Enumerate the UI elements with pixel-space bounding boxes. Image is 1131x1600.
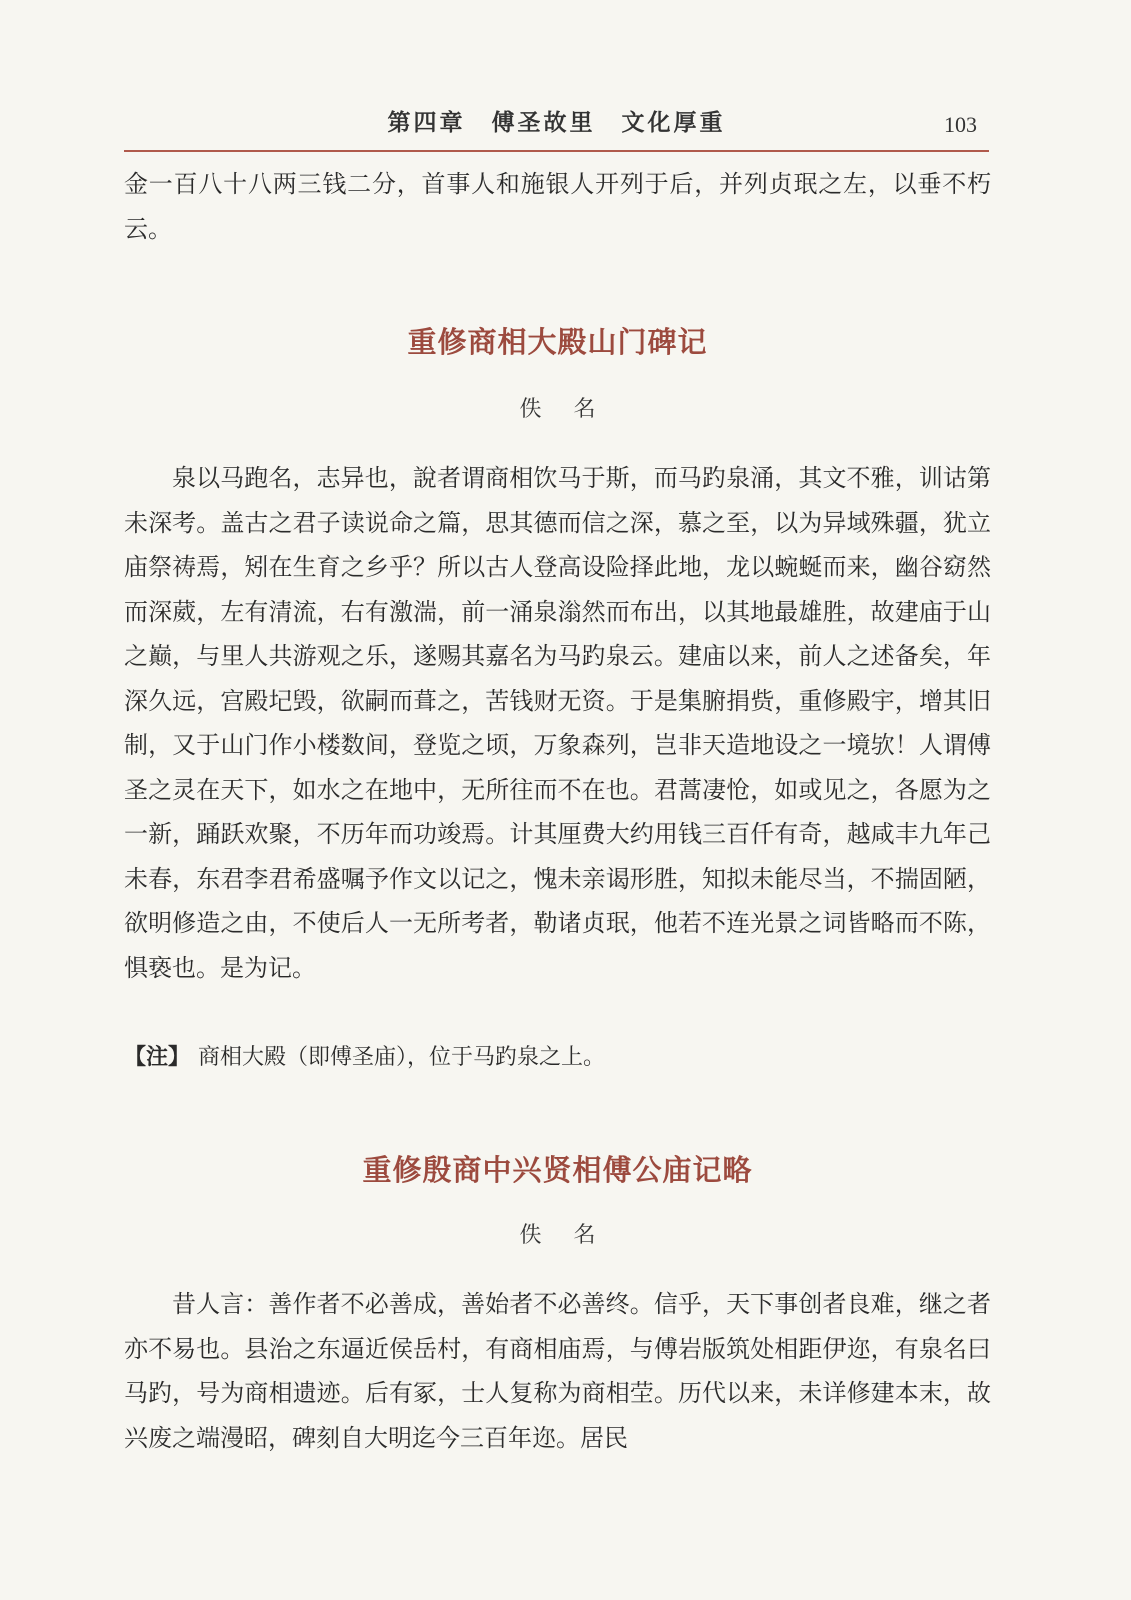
page-number: 103 [944, 112, 977, 137]
section-body-2 [124, 1282, 991, 1460]
section-title-1: 重修商相大殿山门碑记 [407, 325, 708, 359]
continuation-text [124, 162, 991, 251]
section-author-2: 佚名 [519, 1223, 628, 1248]
section-paragraph-2: 昔人言：善作者不必善成，善始者不必善终。信乎，天下事创者良难，继之者亦不易也。县治之东逼近侯岳村，有商相庙焉，与傅岩版筑处相距伊迩，有泉名曰马趵，号为商相遗迹。后有冢，士人复称为商相茔。历代以来，未详修建本末，故兴废之端漫昭，碑刻自大明迄今三百年迩。居民 [124, 1290, 991, 1452]
section-body-1 [124, 456, 991, 990]
note-text: 商相大殿（即傅圣庙），位于马趵泉之上。 [198, 1045, 606, 1070]
page-header [124, 100, 989, 152]
note-label: 【注】 [124, 1045, 191, 1070]
chapter-title: 第四章 傅圣故里 文化厚重 [387, 109, 726, 136]
continuation-paragraph: 金一百八十八两三钱二分，首事人和施银人开列于后，并列贞珉之左，以垂不朽云。 [124, 170, 991, 243]
section-author-1: 佚名 [519, 397, 628, 422]
section-title-2: 重修殷商中兴贤相傅公庙记略 [362, 1153, 753, 1187]
section-paragraph-1: 泉以马跑名，志异也，說者谓商相饮马于斯，而马趵泉涌，其文不雅，训诂第未深考。盖古之君子读说命之篇，思其德而信之深，慕之至，以为异域殊疆，犹立庙祭祷焉，矧在生育之乡乎？所以古人登高设险择此地，龙以蜿蜒而来，幽谷窈然而深葳，左有清流，右有激湍，前一涌泉滃然而布出，以其地最雄胜，故建庙于山之巅，与里人共游观之乐，遂赐其嘉名为马趵泉云。建庙以来，前人之述备矣，年深久远，宫殿圮毁，欲嗣而葺之，苦钱财无资。于是集腑捐赀，重修殿宇，增其旧制，又于山门作小楼数间，登览之顷，万象森列，岂非天造地设之一境欤！人谓傅圣之灵在天下，如水之在地中，无所往而不在也。君蒿凄怆，如或见之，各愿为之一新，踊跃欢聚，不历年而功竣焉。计其厘费大约用钱三百仟有奇，越咸丰九年己未春，东君李君希盛嘱予作文以记之，愧未亲谒形胜，知拟未能尽当，不揣固陋，欲明修造之由，不使后人一无所考者，勒诸贞珉，他若不连光景之词皆略而不陈，惧亵也。是为记。 [124, 464, 991, 982]
section-note-1 [124, 1038, 991, 1078]
